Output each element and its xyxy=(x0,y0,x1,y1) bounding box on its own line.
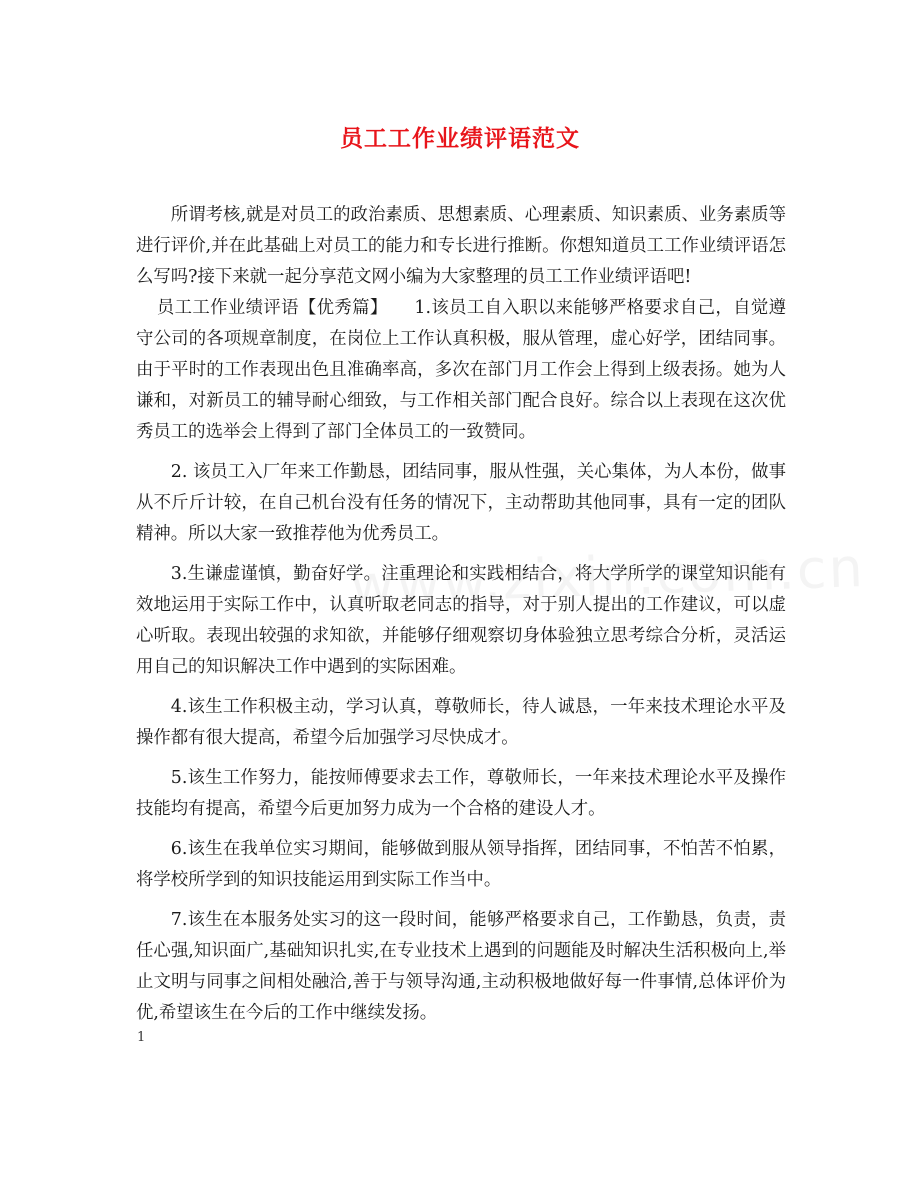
comment-paragraph-5: 5.该生工作努力，能按师傅要求去工作，尊敬师长，一年来技术理论水平及操作技能均有提高，希望今后更加努力成为一个合格的建设人才。 xyxy=(136,768,786,819)
comment-paragraph-1: 员工工作业绩评语【优秀篇】 1.该员工自入职以来能够严格要求自己，自觉遵守公司的各项规章制度，在岗位上工作认真积极，服从管理，虚心好学，团结同事。由于平时的工作表现出色且准确率高，多次在部门月工作会上得到上级表扬。她为人谦和，对新员工的辅导耐心细致，与工作相关部门配合良好。综合以上表现在这次优秀员工的选举会上得到了部门全体员工的一致赞同。 xyxy=(136,298,786,442)
document-title: 员工工作业绩评语范文 xyxy=(340,125,580,152)
comment-paragraph-3: 3.生谦虚谨慎，勤奋好学。注重理论和实践相结合，将大学所学的课堂知识能有效地运用于实际工作中，认真听取老同志的指导，对于别人提出的工作建议，可以虚心听取。表现出较强的求知欲，并能够仔细观察切身体验独立思考综合分析，灵活运用自己的知识解决工作中遇到的实际困难。 xyxy=(136,564,786,677)
comment-paragraph-4: 4.该生工作积极主动，学习认真，尊敬师长，待人诚恳，一年来技术理论水平及操作都有很大提高，希望今后加强学习尽快成才。 xyxy=(136,697,786,748)
comment-paragraph-7: 7.该生在本服务处实习的这一段时间，能够严格要求自己，工作勤恳，负责，责任心强,知识面广,基础知识扎实,在专业技术上遇到的问题能及时解决生活积极向上,举止文明与同事之间相处融洽,善于与领导沟通,主动积极地做好每一件事情,总体评价为优,希望该生在今后的工作中继续发扬。 xyxy=(136,910,786,1023)
page-number: 1 xyxy=(137,1030,146,1045)
comment-paragraph-6: 6.该生在我单位实习期间，能够做到服从领导指挥，团结同事，不怕苦不怕累，将学校所学到的知识技能运用到实际工作当中。 xyxy=(136,839,786,890)
intro-paragraph: 所谓考核,就是对员工的政治素质、思想素质、心理素质、知识素质、业务素质等进行评价,并在此基础上对员工的能力和专长进行推断。你想知道员工工作业绩评语怎么写吗?接下来就一起分享范文网小编为大家整理的员工工作业绩评语吧! xyxy=(136,205,786,287)
comment-paragraph-2: 2. 该员工入厂年来工作勤恳，团结同事，服从性强，关心集体，为人本份，做事从不斤斤计较，在自己机台没有任务的情况下，主动帮助其他同事，具有一定的团队精神。所以大家一致推荐他为优秀员工。 xyxy=(136,462,786,544)
document-body xyxy=(136,200,786,1038)
